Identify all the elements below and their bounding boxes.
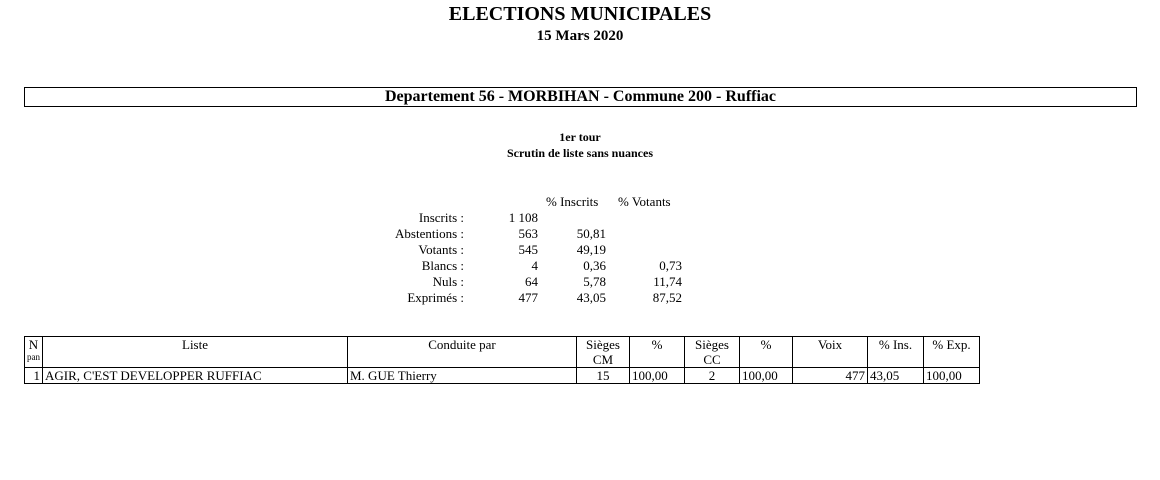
cell-pct-cm: 100,00 <box>630 368 685 384</box>
header-pct-cc: % <box>740 337 793 368</box>
stats-value: 563 <box>518 226 538 241</box>
header-sieges-cm <box>577 337 630 368</box>
round-label: 1er tour <box>559 130 601 144</box>
stats-label: Votants : <box>418 242 464 257</box>
stats-pct-votants: 0,73 <box>659 258 682 273</box>
results-header-row <box>25 337 980 368</box>
cell-conduite: M. GUE Thierry <box>348 368 577 384</box>
stats-header-pct-inscrits: % Inscrits <box>546 194 599 209</box>
cell-voix: 477 <box>793 368 868 384</box>
stats-header-pct-votants: % Votants <box>618 194 671 209</box>
stats-pct-inscrits: 49,19 <box>576 242 606 257</box>
stats-pct-votants: 11,74 <box>653 274 682 289</box>
stats-label: Inscrits : <box>418 210 464 225</box>
election-date: 15 Mars 2020 <box>536 28 624 44</box>
header-liste: Liste <box>43 337 348 368</box>
stats-pct-inscrits: 43,05 <box>576 290 606 305</box>
stats-label: Blancs : <box>421 258 464 273</box>
cell-sieges-cm: 15 <box>577 368 630 384</box>
cell-pct-cc: 100,00 <box>740 368 793 384</box>
cell-liste: AGIR, C'EST DEVELOPPER RUFFIAC <box>43 368 348 384</box>
header-pct-cm: % <box>630 337 685 368</box>
stats-label: Exprimés : <box>407 290 464 305</box>
stats-pct-inscrits: 5,78 <box>583 274 606 289</box>
stats-value: 1 108 <box>508 210 538 225</box>
cell-sieges-cc: 2 <box>685 368 740 384</box>
header-pan: pan <box>27 352 40 362</box>
header-voix: Voix <box>793 337 868 368</box>
stats-pct-inscrits: 50,81 <box>576 226 606 241</box>
stats-value: 64 <box>525 274 538 289</box>
header-sieges-cc <box>685 337 740 368</box>
header-pct-ins: % Ins. <box>868 337 924 368</box>
cell-list-number: 1 <box>25 368 43 384</box>
ballot-type-label: Scrutin de liste sans nuances <box>506 146 654 160</box>
stats-label: Nuls : <box>432 274 464 289</box>
table-row <box>25 368 980 384</box>
header-sieges-cc-line2: CC <box>703 352 721 367</box>
stats-label: Abstentions : <box>395 226 464 241</box>
stats-value: 4 <box>531 258 538 273</box>
stats-pct-votants: 87,52 <box>652 290 682 305</box>
header-conduite: Conduite par <box>348 337 577 368</box>
header-sieges-cm-line1: Sièges <box>586 337 620 352</box>
department-banner: Departement 56 - MORBIHAN - Commune 200 - Ruffiac <box>24 87 1137 107</box>
stats-value: 545 <box>518 242 538 257</box>
header-sieges-cc-line1: Sièges <box>695 337 729 352</box>
header-list-number <box>25 337 43 368</box>
results-table <box>24 336 980 384</box>
page-title: ELECTIONS MUNICIPALES <box>448 3 712 25</box>
cell-pct-exp: 100,00 <box>924 368 980 384</box>
header-pct-exp: % Exp. <box>924 337 980 368</box>
header-sieges-cm-line2: CM <box>592 352 614 367</box>
header-n: N <box>28 337 39 352</box>
stats-value: 477 <box>518 290 538 305</box>
stats-pct-inscrits: 0,36 <box>583 258 606 273</box>
cell-pct-ins: 43,05 <box>868 368 924 384</box>
